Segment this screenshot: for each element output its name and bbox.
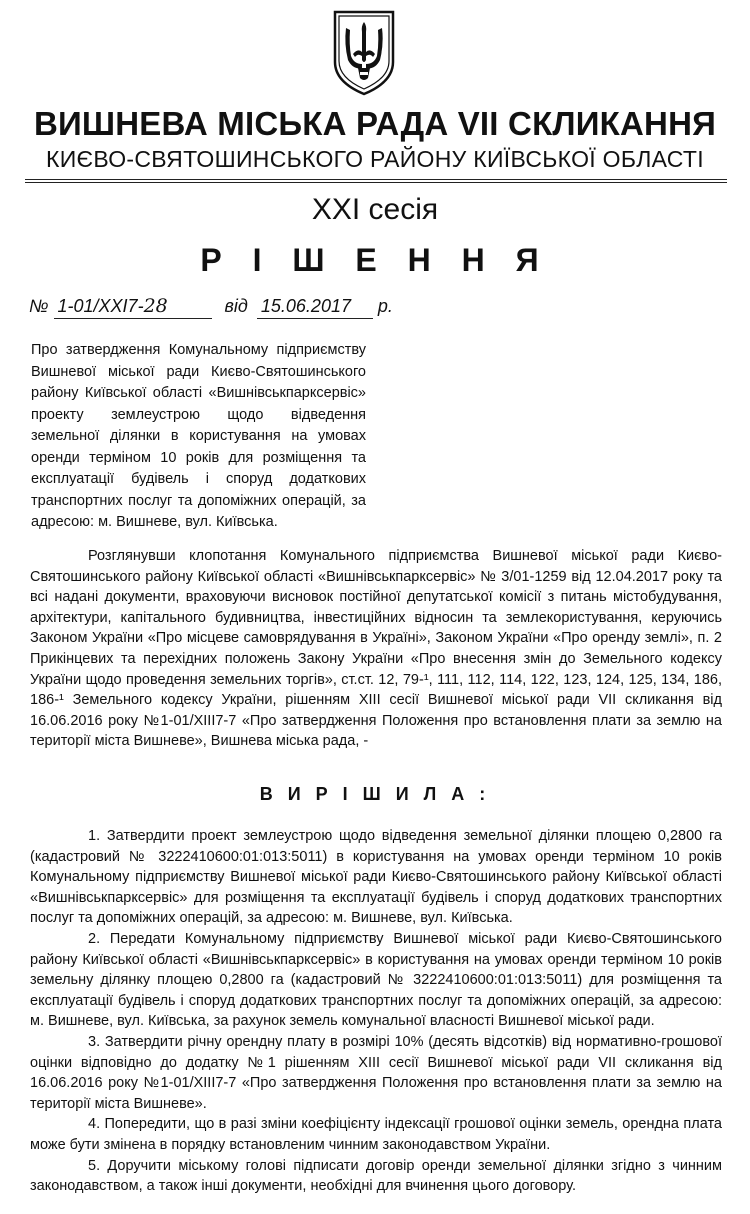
decision-number-prefix: 1-01/XXI7- [57, 296, 144, 316]
decision-item-3: 3. Затвердити річну орендну плату в розмірі 10% (десять відсотків) від нормативно-грошової оцінки відповідно до додатку №1 рішенням XIII сесії Вишневої міської ради VII скликання від 16.06.2016 року №1-01/XIII7-7 «Про затвердження Положення про встановлення плати за землю на території міста Вишневе». [30, 1033, 722, 1112]
number-label: № [29, 296, 49, 316]
council-title: ВИШНЕВА МІСЬКА РАДА VII СКЛИКАННЯ [33, 105, 717, 142]
header-divider-thin [25, 182, 727, 183]
preamble-paragraph: Розглянувши клопотання Комунального підприємства Вишневої міської ради Києво-Святошинського району Київської області «Вишнівськпарксервіс» № 3/01-1259 від 12.04.2017 року та всі надані документи, враховуючи висновок постійної депутатської комісії з питань містобудування, архітектури, капітального будивництва, інвестиційних відносин та землекористування, керуючись Законом України «Про місцеве самоврядування в Україні», Законом України «Про оренду землі», п. 2 Прикінцевих та перехідних положень Закону України «Про внесення змін до Земельного кодексу України щодо проведення земельних торгів», ст.ст. 12, 79-¹, 111, 112, 114, 122, 123, 124, 125, 134, 186, 186-¹ Земельного кодексу України, рішенням XIII сесії Вишневої міської ради VII скликання від 16.06.2016 року №1-01/XIII7-7 «Про затвердження Положення про встановлення плати за землю на території міста Вишневе», Вишнева міська рада, - [30, 548, 722, 750]
decision-number [54, 294, 212, 319]
decision-number-line [29, 294, 393, 319]
trident-coat-of-arms-icon [331, 8, 397, 96]
header-divider [25, 179, 727, 180]
year-suffix: р. [377, 296, 393, 316]
decision-item-5: 5. Доручити міському голові підписати договір оренди земельної ділянки згідно з чинним законодавством, а також інші документи, необхідні для вчинення цього договору. [30, 1157, 722, 1195]
session-title: XXI сесія [311, 193, 439, 226]
document-type-title: Р І Ш Е Н Н Я [200, 242, 550, 278]
decision-item-4: 4. Попередити, що в разі зміни коефіцієнту індексації грошової оцінки земель, орендна плата може бути змінена в порядку встановленим чинним законодавством України. [30, 1116, 722, 1153]
decision-subject: Про затвердження Комунальному підприємству Вишневої міської ради Києво-Святошинського району Київської області «Вишнівськпарксервіс» проекту землеустрою щодо відведення земельної ділянки в користування на умовах оренди терміном 10 років для розміщення та експлуатації будівель і споруд додаткових транспортних послуг та допоміжних операцій, за адресою: м. Вишневе, вул. Київська. [31, 342, 366, 530]
resolved-heading: В И Р І Ш И Л А : [259, 784, 491, 804]
decision-item-2: 2. Передати Комунальному підприємству Вишневої міської ради Києво-Святошинського району Київської області «Вишнівськпарксервіс» в користування на умовах оренди терміном 10 років земельну ділянку площею 0,2800 га (кадастровий № 3222410600:01:013:5011) для розміщення та експлуатації будівель і споруд додаткових транспортних послуг та допоміжних операцій, за адресою: м. Вишневе, вул. Київська, за рахунок земель комунальної власності Вишневої міської ради. [30, 930, 722, 1030]
decision-date: 15.06.2017 [257, 294, 373, 319]
council-district: КИЄВО-СВЯТОШИНСЬКОГО РАЙОНУ КИЇВСЬКОЇ ОБЛАСТІ [46, 146, 704, 172]
date-label: від [224, 296, 248, 316]
decision-item-1: 1. Затвердити проект землеустрою щодо відведення земельної ділянки площею 0,2800 га (кадастровий № 3222410600:01:013:5011) в користування на умовах оренди терміном 10 років Комунальному підприємству Вишневої міської ради Києво-Святошинського району Київської області «Вишнівськпарксервіс» для розміщення та експлуатації будівель і споруд додаткових транспортних послуг та допоміжних операцій, за адресою: м. Вишневе, вул. Київська. [30, 828, 722, 927]
handwritten-number: 28 [143, 295, 168, 317]
decision-items [30, 826, 722, 1197]
